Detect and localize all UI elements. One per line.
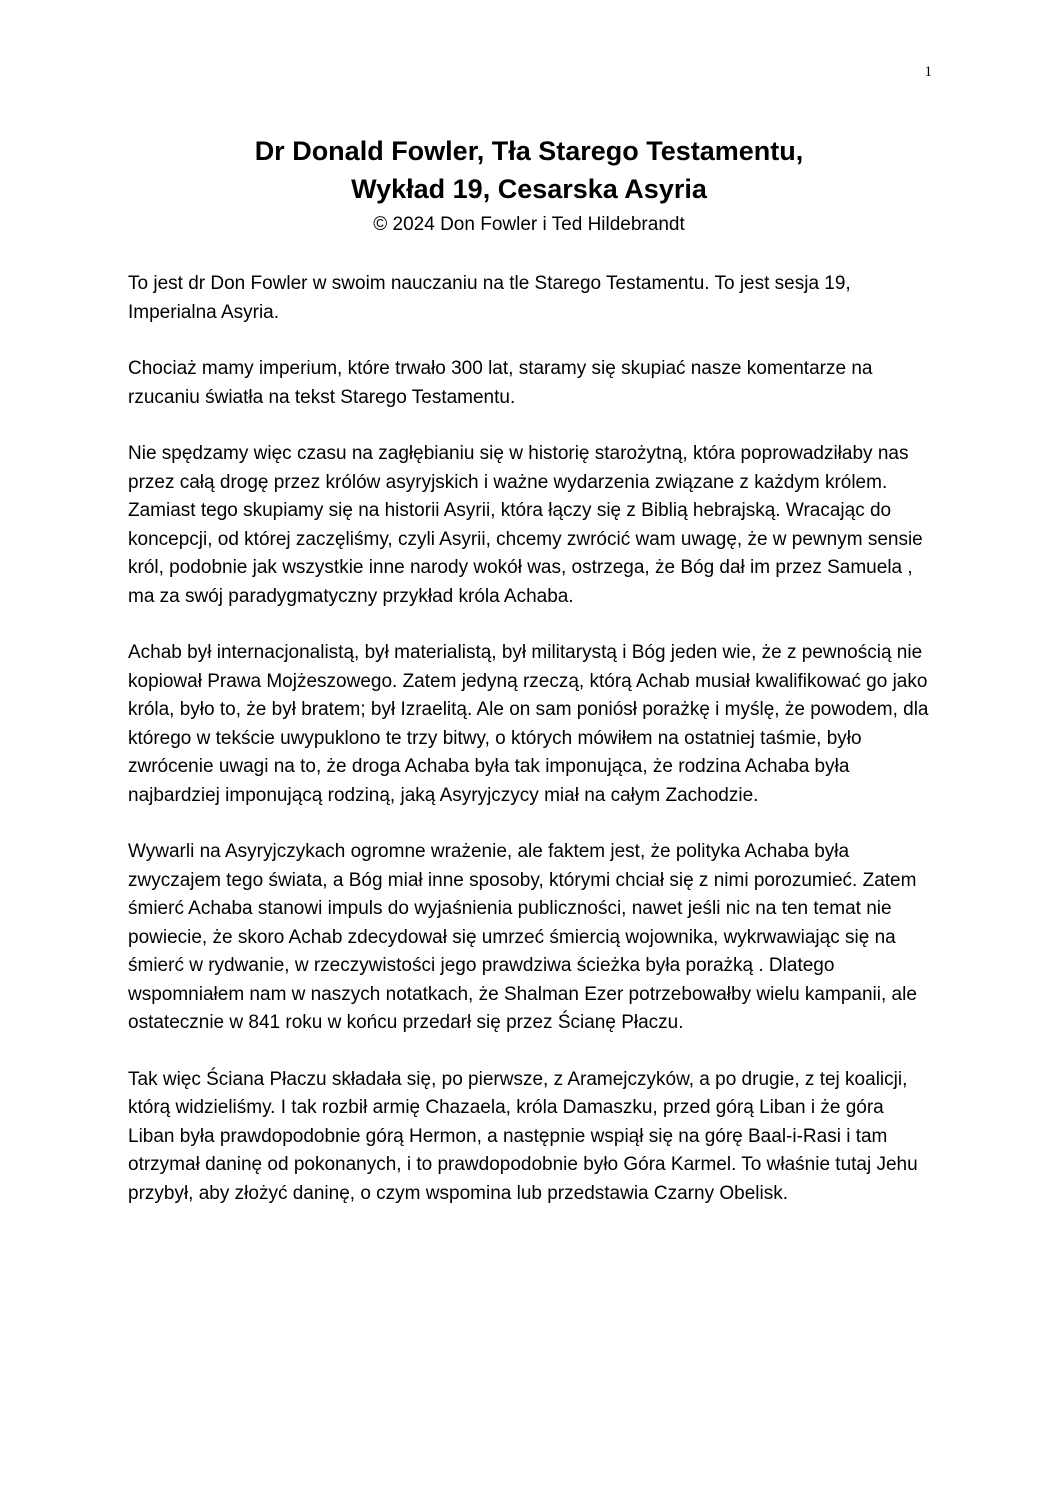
paragraph: Tak więc Ściana Płaczu składała się, po pierwsze, z Aramejczyków, a po drugie, z tej koalicji, którą widzieliśmy. I tak rozbił armię Chazaela, króla Damaszku, przed górą Liban i że góra Liban była prawdopodobnie górą Hermon, a następnie wspiął się na górę Baal-i-Rasi i tam otrzymał daninę od pokonanych, i to prawdopodobnie było Góra Karmel. To właśnie tutaj Jehu przybył, aby złożyć daninę, o czym wspomina lub przedstawia Czarny Obelisk.: [128, 1068, 918, 1204]
document-header: [128, 132, 930, 238]
paragraph: Chociaż mamy imperium, które trwało 300 lat, staramy się skupiać nasze komentarze na rzucaniu światła na tekst Starego Testamentu.: [128, 358, 873, 408]
paragraph: Achab był internacjonalistą, był materialistą, był militarystą i Bóg jeden wie, że z pewnością nie kopiował Prawa Mojżeszowego. Zatem jedyną rzeczą, którą Achab musiał kwalifikować go jako króla, było to, że był bratem; był Izraelitą. Ale on sam poniósł porażkę i myślę, że powodem, dla którego w tekście uwypuklono te trzy bitwy, o których mówiłem na ostatniej taśmie, było zwrócenie uwagi na to, że droga Achaba była tak imponująca, że rodzina Achaba była najbardziej imponującą rodziną, jaką Asyryjczycy miał na całym Zachodzie.: [128, 642, 929, 806]
document-body: [128, 270, 930, 1236]
copyright-notice: © 2024 Don Fowler i Ted Hildebrandt: [373, 214, 685, 235]
page-number: 1: [924, 64, 932, 80]
paragraph: Nie spędzamy więc czasu na zagłębianiu się w historię starożytną, która poprowadziłaby nas przez całą drogę przez królów asyryjskich i ważne wydarzenia związane z każdym królem. Zamiast tego skupiamy się na historii Asyrii, która łączy się z Biblią hebrajską. Wracając do koncepcji, od której zaczęliśmy, czyli Asyrii, chcemy zwrócić wam uwagę, że w pewnym sensie król, podobnie jak wszystkie inne narody wokół was, ostrzega, że Bóg dał im przez Samuela , ma za swój paradygmatyczny przykład króla Achaba.: [128, 443, 923, 607]
paragraph: To jest dr Don Fowler w swoim nauczaniu na tle Starego Testamentu. To jest sesja 19, Imperialna Asyria.: [128, 273, 851, 323]
paragraph: Wywarli na Asyryjczykach ogromne wrażenie, ale faktem jest, że polityka Achaba była zwyczajem tego świata, a Bóg miał inne sposoby, którymi chciał się z nimi porozumieć. Zatem śmierć Achaba stanowi impuls do wyjaśnienia publiczności, nawet jeśli nic na ten temat nie powiecie, że skoro Achab zdecydował się umrzeć śmiercią wojownika, wykrwawiając się na śmierć w rydwanie, w rzeczywistości jego prawdziwa ścieżka była porażką . Dlatego wspomniałem nam w naszych notatkach, że Shalman Ezer potrzebowałby wielu kampanii, ale ostatecznie w 841 roku w końcu przedarł się przez Ścianę Płaczu.: [128, 841, 917, 1033]
title-line-1: Dr Donald Fowler, Tła Starego Testamentu,: [254, 136, 804, 166]
title-line-2: Wykład 19, Cesarska Asyria: [351, 174, 707, 204]
